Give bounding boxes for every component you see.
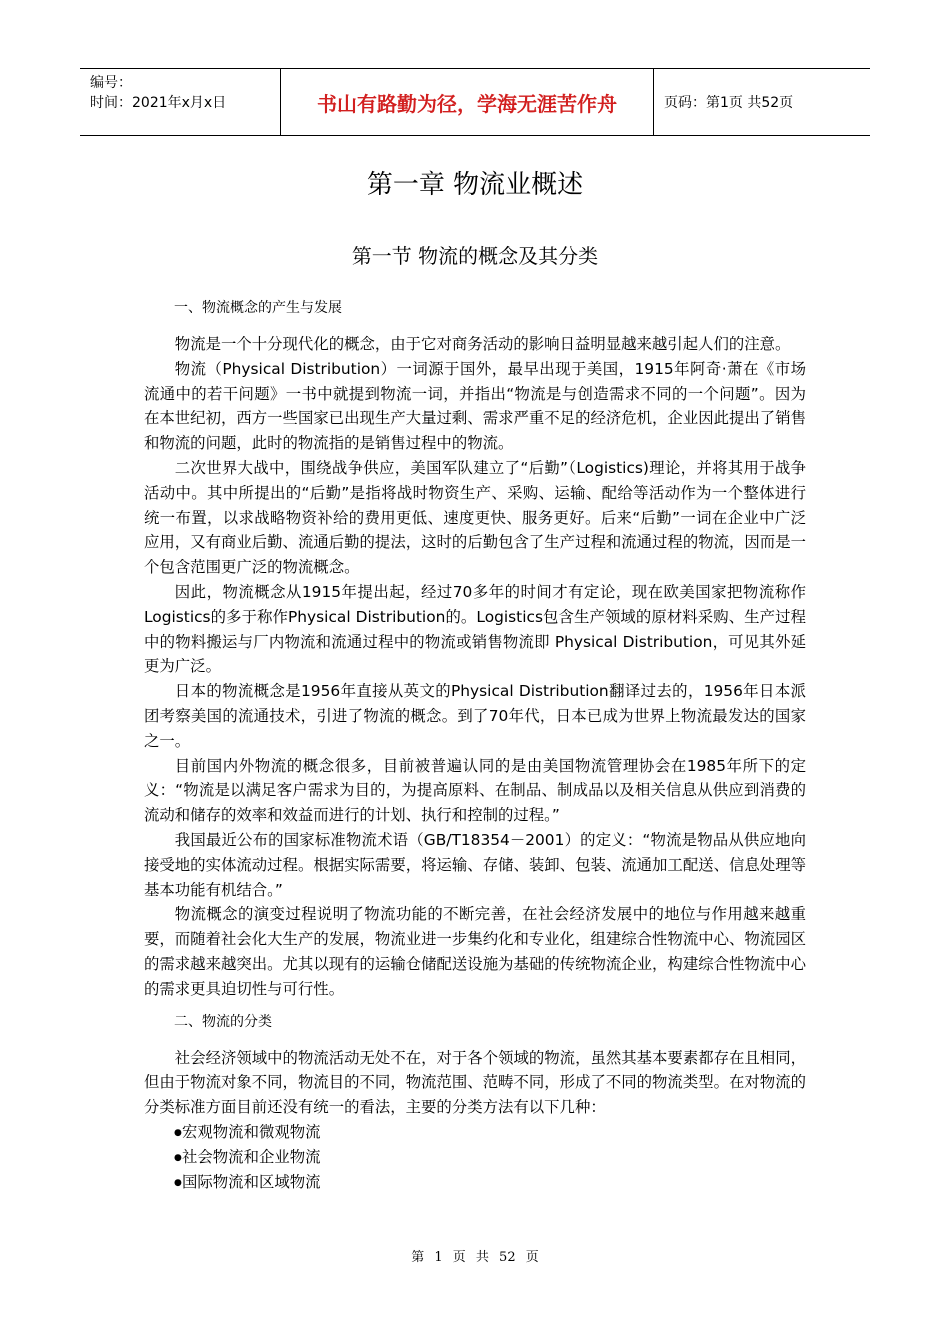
paragraph: 物流（Physical Distribution）一词源于国外，最早出现于美国，1915年阿奇·萧在《市场流通中的若干问题》一书中就提到物流一词，并指出“物流是与创造需求不同的一个问题”。因为在本世纪初，西方一些国家已出现生产大量过剩、需求严重不足的经济危机，企业因此提出了销售和物流的问题，此时的物流指的是销售过程中的物流。 xyxy=(144,359,806,453)
paragraph: 物流是一个十分现代化的概念，由于它对商务活动的影响日益明显越来越引起人们的注意。 xyxy=(174,335,791,353)
list-item xyxy=(144,1145,806,1170)
classification-list xyxy=(144,1120,806,1194)
section-title: 第一节 物流的概念及其分类 xyxy=(351,244,599,268)
list-item-label: 宏观物流和微观物流 xyxy=(182,1122,321,1141)
classification-intro: 社会经济领域中的物流活动无处不在，对于各个领域的物流，虽然其基本要素都存在且相同，但由于物流对象不同，物流目的不同，物流范围、范畴不同，形成了不同的物流类型。在对物流的分类标准方面目前还没有统一的看法，主要的分类方法有以下几种： xyxy=(144,1048,806,1117)
list-item xyxy=(144,1120,806,1145)
header-meta xyxy=(80,69,281,135)
list-item-label: 国际物流和区域物流 xyxy=(182,1172,321,1191)
header-page-info: 页码：第1页 共52页 xyxy=(664,95,794,111)
time-label: 时间：2021年x月x日 xyxy=(90,95,227,111)
page-header xyxy=(80,68,870,136)
header-motto: 书山有路勤为径，学海无涯苦作舟 xyxy=(281,69,654,135)
paragraph: 因此，物流概念从1915年提出起，经过70多年的时间才有定论，现在欧美国家把物流称作Logistics的多于称作Physical Distribution的。Logistics包含生产领域的原材料采购、生产过程中的物料搬运与厂内物流和流通过程中的物流或销售物流即 Physical Distribution，可见其外延更为广泛。 xyxy=(144,582,806,676)
paragraph: 二次世界大战中，围绕战争供应，美国军队建立了“后勤”（Logistics)理论，并将其用于战争活动中。其中所提出的“后勤”是指将战时物资生产、采购、运输、配给等活动作为一个整体进行统一布置，以求战略物资补给的费用更低、速度更快、服务更好。后来“后勤”一词在企业中广泛应用，又有商业后勤、流通后勤的提法，这时的后勤包含了生产过程和流通过程的物流，因而是一个包含范围更广泛的物流概念。 xyxy=(144,458,806,577)
paragraph: 我国最近公布的国家标准物流术语（GB/T18354－2001）的定义：“物流是物品从供应地向接受地的实体流动过程。根据实际需要，将运输、存储、装卸、包装、流通加工配送、信息处理等基本功能有机结合。” xyxy=(144,830,806,899)
subheading-classification: 二、物流的分类 xyxy=(174,1013,272,1030)
paragraph: 日本的物流概念是1956年直接从英文的Physical Distribution翻译过去的，1956年日本派团考察美国的流通技术，引进了物流的概念。到了70年代，日本已成为世界上物流最发达的国家之一。 xyxy=(144,682,806,750)
paragraph: 目前国内外物流的概念很多，目前被普遍认同的是由美国物流管理协会在1985年所下的定义：“物流是以满足客户需求为目的，为提高原料、在制品、制成品以及相关信息从供应到消费的流动和储存的效率和效益而进行的计划、执行和控制的过程。” xyxy=(144,756,806,825)
subheading-concept: 一、物流概念的产生与发展 xyxy=(174,300,342,316)
page-footer: 第 1 页 共 52 页 xyxy=(411,1250,539,1265)
number-label: 编号： xyxy=(90,75,132,91)
chapter-title: 第一章 物流业概述 xyxy=(366,170,584,200)
list-item-label: 社会物流和企业物流 xyxy=(182,1147,321,1166)
list-item xyxy=(144,1170,806,1195)
paragraph: 物流概念的演变过程说明了物流功能的不断完善，在社会经济发展中的地位与作用越来越重要，而随着社会化大生产的发展，物流业进一步集约化和专业化，组建综合性物流中心、物流园区的需求越来越突出。尤其以现有的运输仓储配送设施为基础的传统物流企业，构建综合性物流中心的需求更具迫切性与可行性。 xyxy=(144,905,806,998)
document-body xyxy=(144,296,806,1194)
